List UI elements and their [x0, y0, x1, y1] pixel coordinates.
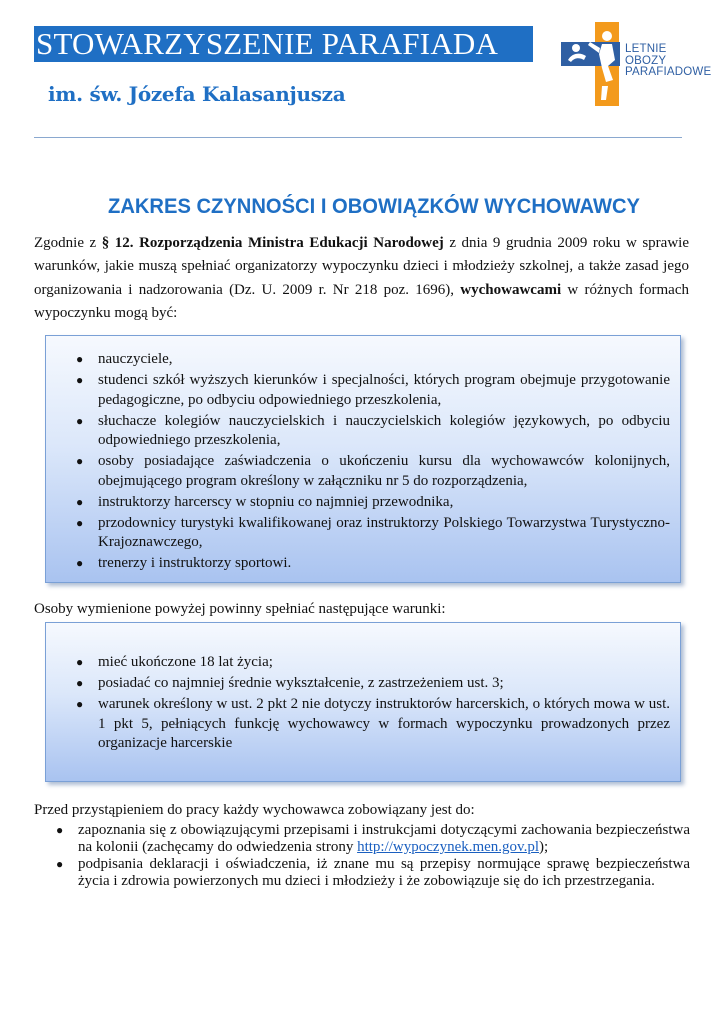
eligible-persons-list	[76, 350, 670, 575]
duties-intro: Przed przystąpieniem do pracy każdy wychowawca zobowiązany jest do:	[34, 802, 475, 818]
bullet-dot-icon: ●	[76, 655, 84, 669]
bullet-dot-icon: ●	[56, 823, 64, 837]
logo-line-1: LETNIE	[625, 43, 667, 55]
list-item	[76, 653, 670, 673]
logo-line-2: OBOZY	[625, 54, 667, 67]
list-item-text: warunek określony w ust. 2 pkt 2 nie dotyczy instruktorów harcerskich, o których mowa w ust. 1 pkt 5, pełniących funkcję wychowawcy w formach wypoczynku prowadzonych przez organizacje harcerskie	[98, 695, 670, 752]
bullet-dot-icon: ●	[76, 515, 84, 530]
intro-tail: w różnych formach wypoczynku mogą być:	[34, 281, 689, 321]
organization-title-banner: STOWARZYSZENIE PARAFIADA	[34, 26, 533, 62]
list-item-text: mieć ukończone 18 lat życia;	[98, 654, 273, 670]
list-item	[54, 856, 690, 890]
list-item	[76, 695, 670, 754]
conditions-list	[76, 653, 670, 755]
bullet-dot-icon: ●	[76, 494, 84, 509]
logo-line-3: PARAFIADOWE	[625, 66, 712, 78]
bullet-dot-icon: ●	[76, 413, 84, 428]
intro-lead: Zgodnie z	[34, 235, 102, 251]
list-item-text: przodownicy turystyki kwalifikowanej oraz instruktorzy Polskiego Towarzystwa Turystyczno-Krajoznawczego,	[98, 514, 670, 551]
organization-subtitle: im. św. Józefa Kalasanjusza	[48, 82, 346, 106]
conditions-intro: Osoby wymienione powyżej powinny spełniać następujące warunki:	[34, 601, 446, 617]
eligible-persons-box	[45, 335, 681, 583]
list-item	[76, 452, 670, 491]
bullet-dot-icon: ●	[76, 454, 84, 469]
list-item	[76, 493, 670, 513]
wypoczynek-link[interactable]: http://wypoczynek.men.gov.pl	[357, 839, 539, 855]
duties-list	[54, 822, 690, 890]
list-item-text: trenerzy i instruktorzy sportowi.	[98, 555, 292, 572]
intro-body: z dnia 9 grudnia 2009 roku w sprawie warunków, jakie muszą spełniać organizatorzy wypoczynku dzieci i młodzieży szkolnej, a także zasad jego organizowania i nadzorowania (Dz. U. 2009 r. Nr 218 poz. 1696),	[34, 235, 689, 298]
list-item	[76, 350, 670, 370]
intro-bold-term: wychowawcami	[460, 281, 562, 298]
bullet-dot-icon: ●	[76, 556, 84, 571]
list-item-text: osoby posiadające zaświadczenia o ukończeniu kursu dla wychowawców kolonijnych, obejmującego program określony w załączniku nr 5 do rozporządzenia,	[98, 453, 670, 489]
duty-text-after: );	[539, 839, 549, 855]
list-item-text: podpisania deklaracji i oświadczenia, iż znane mu są przepisy normujące sprawę bezpieczeństwa życia i zdrowia powierzonych mu dzieci i młodzieży i że zobowiązuje się do ich przestrzegania.	[78, 856, 690, 889]
intro-regulation-ref: § 12. Rozporządzenia Ministra Edukacji Narodowej	[101, 235, 444, 251]
list-item	[54, 822, 690, 856]
list-item-text: słuchacze kolegiów nauczycielskich i nauczycielskich kolegiów językowych, po odbyciu odpowiedniego przeszkolenia,	[98, 412, 670, 449]
conditions-box	[45, 622, 681, 782]
logo-text	[625, 44, 720, 79]
bullet-dot-icon: ●	[76, 372, 84, 387]
list-item-text: instruktorzy harcerscy w stopniu co najmniej przewodnika,	[98, 493, 454, 510]
list-item	[76, 674, 670, 694]
intro-paragraph	[34, 232, 689, 325]
list-item-text: studenci szkół wyższych kierunków i specjalności, których program obejmuje przygotowanie pedagogiczne, po odbyciu odpowiedniego przeszkolenia,	[98, 371, 670, 408]
bullet-dot-icon: ●	[76, 352, 84, 366]
list-item	[76, 554, 670, 574]
list-item	[76, 412, 670, 451]
list-item	[76, 371, 670, 410]
list-item	[76, 514, 670, 553]
bullet-dot-icon: ●	[76, 675, 84, 690]
list-item-text: posiadać co najmniej średnie wykształcenie, z zastrzeżeniem ust. 3;	[98, 674, 504, 691]
bullet-dot-icon: ●	[76, 696, 84, 711]
bullet-dot-icon: ●	[56, 857, 64, 871]
header-divider	[34, 137, 682, 138]
document-heading: ZAKRES CZYNNOŚCI I OBOWIĄZKÓW WYCHOWAWCY	[108, 195, 640, 218]
list-item-text: nauczyciele,	[98, 351, 173, 367]
duty-text-before: zapoznania się z obowiązującymi przepisami i instrukcjami dotyczącymi zachowania bezpieczeństwa na kolonii (zachęcamy do odwiedzenia strony	[78, 822, 690, 855]
